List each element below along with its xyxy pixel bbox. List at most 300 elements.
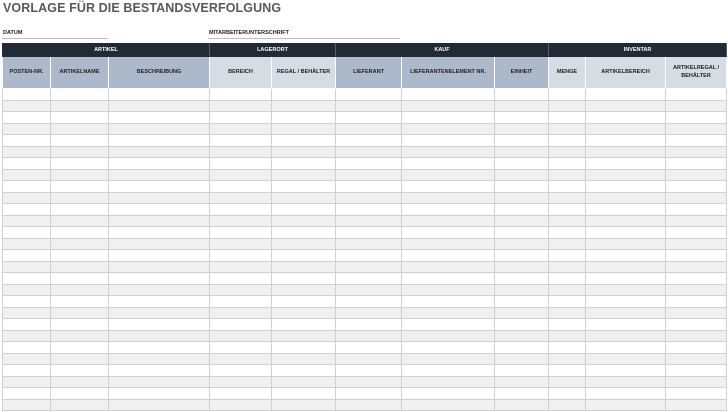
table-cell[interactable] bbox=[495, 227, 549, 239]
table-cell[interactable] bbox=[336, 273, 402, 285]
table-cell[interactable] bbox=[495, 192, 549, 204]
table-cell[interactable] bbox=[210, 215, 272, 227]
table-cell[interactable] bbox=[402, 204, 495, 216]
table-cell[interactable] bbox=[210, 89, 272, 101]
table-cell[interactable] bbox=[3, 284, 51, 296]
table-cell[interactable] bbox=[402, 330, 495, 342]
table-cell[interactable] bbox=[666, 135, 727, 147]
table-cell[interactable] bbox=[3, 376, 51, 388]
date-field-line[interactable] bbox=[2, 38, 108, 39]
table-cell[interactable] bbox=[495, 100, 549, 112]
table-cell[interactable] bbox=[336, 376, 402, 388]
table-cell[interactable] bbox=[495, 296, 549, 308]
table-cell[interactable] bbox=[402, 192, 495, 204]
table-cell[interactable] bbox=[336, 342, 402, 354]
table-cell[interactable] bbox=[666, 146, 727, 158]
table-cell[interactable] bbox=[210, 330, 272, 342]
table-cell[interactable] bbox=[3, 365, 51, 377]
table-cell[interactable] bbox=[549, 181, 586, 193]
table-cell[interactable] bbox=[549, 273, 586, 285]
table-cell[interactable] bbox=[272, 215, 336, 227]
table-cell[interactable] bbox=[666, 227, 727, 239]
table-cell[interactable] bbox=[3, 353, 51, 365]
table-cell[interactable] bbox=[210, 365, 272, 377]
table-cell[interactable] bbox=[51, 123, 109, 135]
table-cell[interactable] bbox=[3, 112, 51, 124]
table-cell[interactable] bbox=[549, 342, 586, 354]
table-cell[interactable] bbox=[210, 319, 272, 331]
table-cell[interactable] bbox=[51, 100, 109, 112]
table-cell[interactable] bbox=[51, 215, 109, 227]
table-cell[interactable] bbox=[336, 388, 402, 400]
table-cell[interactable] bbox=[51, 399, 109, 411]
table-cell[interactable] bbox=[3, 238, 51, 250]
table-cell[interactable] bbox=[549, 135, 586, 147]
table-cell[interactable] bbox=[336, 123, 402, 135]
table-cell[interactable] bbox=[586, 388, 666, 400]
table-cell[interactable] bbox=[272, 250, 336, 262]
table-cell[interactable] bbox=[549, 388, 586, 400]
table-cell[interactable] bbox=[336, 169, 402, 181]
table-cell[interactable] bbox=[495, 330, 549, 342]
table-cell[interactable] bbox=[210, 181, 272, 193]
table-cell[interactable] bbox=[495, 376, 549, 388]
table-cell[interactable] bbox=[109, 296, 210, 308]
table-cell[interactable] bbox=[549, 158, 586, 170]
table-cell[interactable] bbox=[51, 319, 109, 331]
table-cell[interactable] bbox=[666, 388, 727, 400]
table-cell[interactable] bbox=[51, 169, 109, 181]
table-cell[interactable] bbox=[586, 146, 666, 158]
table-cell[interactable] bbox=[109, 261, 210, 273]
table-cell[interactable] bbox=[210, 123, 272, 135]
table-cell[interactable] bbox=[109, 353, 210, 365]
table-cell[interactable] bbox=[210, 227, 272, 239]
table-cell[interactable] bbox=[549, 250, 586, 262]
table-cell[interactable] bbox=[51, 273, 109, 285]
table-cell[interactable] bbox=[495, 273, 549, 285]
table-cell[interactable] bbox=[586, 123, 666, 135]
table-cell[interactable] bbox=[495, 89, 549, 101]
table-cell[interactable] bbox=[666, 261, 727, 273]
table-cell[interactable] bbox=[586, 296, 666, 308]
table-cell[interactable] bbox=[402, 307, 495, 319]
table-cell[interactable] bbox=[549, 307, 586, 319]
table-cell[interactable] bbox=[586, 399, 666, 411]
table-cell[interactable] bbox=[3, 192, 51, 204]
table-cell[interactable] bbox=[336, 319, 402, 331]
table-cell[interactable] bbox=[495, 169, 549, 181]
table-cell[interactable] bbox=[3, 146, 51, 158]
table-cell[interactable] bbox=[272, 296, 336, 308]
table-cell[interactable] bbox=[402, 169, 495, 181]
table-cell[interactable] bbox=[336, 158, 402, 170]
table-cell[interactable] bbox=[495, 238, 549, 250]
table-cell[interactable] bbox=[549, 169, 586, 181]
table-cell[interactable] bbox=[402, 319, 495, 331]
table-cell[interactable] bbox=[272, 284, 336, 296]
table-cell[interactable] bbox=[210, 146, 272, 158]
table-cell[interactable] bbox=[666, 250, 727, 262]
table-cell[interactable] bbox=[272, 158, 336, 170]
table-cell[interactable] bbox=[3, 342, 51, 354]
table-cell[interactable] bbox=[666, 112, 727, 124]
table-cell[interactable] bbox=[210, 169, 272, 181]
table-cell[interactable] bbox=[3, 273, 51, 285]
table-cell[interactable] bbox=[51, 112, 109, 124]
table-cell[interactable] bbox=[51, 250, 109, 262]
table-cell[interactable] bbox=[272, 169, 336, 181]
table-cell[interactable] bbox=[51, 365, 109, 377]
table-cell[interactable] bbox=[402, 273, 495, 285]
table-cell[interactable] bbox=[495, 204, 549, 216]
table-cell[interactable] bbox=[666, 399, 727, 411]
table-cell[interactable] bbox=[336, 261, 402, 273]
table-cell[interactable] bbox=[336, 100, 402, 112]
table-cell[interactable] bbox=[336, 204, 402, 216]
signature-field-line[interactable] bbox=[208, 38, 400, 39]
table-cell[interactable] bbox=[109, 227, 210, 239]
table-cell[interactable] bbox=[549, 238, 586, 250]
table-cell[interactable] bbox=[109, 365, 210, 377]
table-cell[interactable] bbox=[210, 261, 272, 273]
table-cell[interactable] bbox=[3, 330, 51, 342]
table-cell[interactable] bbox=[586, 169, 666, 181]
table-cell[interactable] bbox=[109, 250, 210, 262]
table-cell[interactable] bbox=[402, 296, 495, 308]
table-cell[interactable] bbox=[549, 100, 586, 112]
table-cell[interactable] bbox=[3, 100, 51, 112]
table-cell[interactable] bbox=[109, 169, 210, 181]
table-cell[interactable] bbox=[51, 158, 109, 170]
table-cell[interactable] bbox=[3, 388, 51, 400]
table-cell[interactable] bbox=[210, 388, 272, 400]
table-cell[interactable] bbox=[666, 192, 727, 204]
table-cell[interactable] bbox=[3, 319, 51, 331]
table-cell[interactable] bbox=[210, 204, 272, 216]
table-cell[interactable] bbox=[495, 284, 549, 296]
table-cell[interactable] bbox=[666, 238, 727, 250]
table-cell[interactable] bbox=[402, 376, 495, 388]
table-cell[interactable] bbox=[586, 273, 666, 285]
table-cell[interactable] bbox=[586, 284, 666, 296]
table-cell[interactable] bbox=[51, 261, 109, 273]
table-cell[interactable] bbox=[549, 296, 586, 308]
table-cell[interactable] bbox=[586, 319, 666, 331]
table-cell[interactable] bbox=[272, 227, 336, 239]
table-cell[interactable] bbox=[495, 146, 549, 158]
table-cell[interactable] bbox=[109, 135, 210, 147]
table-cell[interactable] bbox=[272, 353, 336, 365]
table-cell[interactable] bbox=[549, 89, 586, 101]
table-cell[interactable] bbox=[272, 146, 336, 158]
table-cell[interactable] bbox=[586, 330, 666, 342]
table-cell[interactable] bbox=[51, 238, 109, 250]
table-cell[interactable] bbox=[549, 192, 586, 204]
table-cell[interactable] bbox=[210, 399, 272, 411]
table-cell[interactable] bbox=[272, 135, 336, 147]
table-cell[interactable] bbox=[586, 89, 666, 101]
table-cell[interactable] bbox=[51, 89, 109, 101]
table-cell[interactable] bbox=[402, 89, 495, 101]
table-cell[interactable] bbox=[666, 342, 727, 354]
table-cell[interactable] bbox=[109, 192, 210, 204]
table-cell[interactable] bbox=[51, 284, 109, 296]
table-cell[interactable] bbox=[495, 388, 549, 400]
table-cell[interactable] bbox=[666, 273, 727, 285]
table-cell[interactable] bbox=[109, 388, 210, 400]
table-cell[interactable] bbox=[109, 376, 210, 388]
table-cell[interactable] bbox=[336, 296, 402, 308]
table-cell[interactable] bbox=[272, 342, 336, 354]
table-cell[interactable] bbox=[109, 123, 210, 135]
table-cell[interactable] bbox=[210, 250, 272, 262]
table-cell[interactable] bbox=[586, 365, 666, 377]
table-cell[interactable] bbox=[272, 388, 336, 400]
table-cell[interactable] bbox=[549, 261, 586, 273]
table-cell[interactable] bbox=[109, 89, 210, 101]
table-cell[interactable] bbox=[666, 89, 727, 101]
table-cell[interactable] bbox=[402, 250, 495, 262]
table-cell[interactable] bbox=[3, 123, 51, 135]
table-cell[interactable] bbox=[336, 135, 402, 147]
table-cell[interactable] bbox=[495, 342, 549, 354]
table-cell[interactable] bbox=[495, 319, 549, 331]
table-cell[interactable] bbox=[272, 273, 336, 285]
table-cell[interactable] bbox=[549, 330, 586, 342]
table-cell[interactable] bbox=[549, 284, 586, 296]
table-cell[interactable] bbox=[586, 112, 666, 124]
table-cell[interactable] bbox=[666, 330, 727, 342]
table-cell[interactable] bbox=[3, 227, 51, 239]
table-cell[interactable] bbox=[549, 365, 586, 377]
table-cell[interactable] bbox=[109, 284, 210, 296]
table-cell[interactable] bbox=[210, 296, 272, 308]
table-cell[interactable] bbox=[336, 284, 402, 296]
table-cell[interactable] bbox=[549, 146, 586, 158]
table-cell[interactable] bbox=[272, 307, 336, 319]
table-cell[interactable] bbox=[3, 89, 51, 101]
table-cell[interactable] bbox=[586, 376, 666, 388]
table-cell[interactable] bbox=[666, 204, 727, 216]
table-cell[interactable] bbox=[3, 261, 51, 273]
table-cell[interactable] bbox=[666, 158, 727, 170]
table-cell[interactable] bbox=[402, 238, 495, 250]
table-cell[interactable] bbox=[586, 158, 666, 170]
table-cell[interactable] bbox=[586, 307, 666, 319]
table-cell[interactable] bbox=[210, 284, 272, 296]
table-cell[interactable] bbox=[402, 227, 495, 239]
table-cell[interactable] bbox=[272, 365, 336, 377]
table-cell[interactable] bbox=[666, 100, 727, 112]
table-cell[interactable] bbox=[586, 261, 666, 273]
table-cell[interactable] bbox=[495, 123, 549, 135]
table-cell[interactable] bbox=[586, 100, 666, 112]
table-cell[interactable] bbox=[586, 227, 666, 239]
table-cell[interactable] bbox=[109, 238, 210, 250]
table-cell[interactable] bbox=[336, 192, 402, 204]
table-cell[interactable] bbox=[549, 215, 586, 227]
table-cell[interactable] bbox=[495, 399, 549, 411]
table-cell[interactable] bbox=[336, 227, 402, 239]
table-cell[interactable] bbox=[51, 227, 109, 239]
table-cell[interactable] bbox=[549, 204, 586, 216]
table-cell[interactable] bbox=[210, 238, 272, 250]
table-cell[interactable] bbox=[3, 250, 51, 262]
table-cell[interactable] bbox=[402, 123, 495, 135]
table-cell[interactable] bbox=[495, 250, 549, 262]
table-cell[interactable] bbox=[586, 215, 666, 227]
table-cell[interactable] bbox=[109, 158, 210, 170]
table-cell[interactable] bbox=[109, 181, 210, 193]
table-cell[interactable] bbox=[666, 319, 727, 331]
table-cell[interactable] bbox=[586, 250, 666, 262]
table-cell[interactable] bbox=[51, 353, 109, 365]
table-cell[interactable] bbox=[109, 319, 210, 331]
table-cell[interactable] bbox=[495, 261, 549, 273]
table-cell[interactable] bbox=[336, 146, 402, 158]
table-cell[interactable] bbox=[586, 135, 666, 147]
table-cell[interactable] bbox=[402, 365, 495, 377]
table-cell[interactable] bbox=[586, 238, 666, 250]
table-cell[interactable] bbox=[336, 238, 402, 250]
table-cell[interactable] bbox=[666, 284, 727, 296]
table-cell[interactable] bbox=[210, 100, 272, 112]
table-cell[interactable] bbox=[210, 342, 272, 354]
table-cell[interactable] bbox=[586, 342, 666, 354]
table-cell[interactable] bbox=[336, 89, 402, 101]
table-cell[interactable] bbox=[586, 192, 666, 204]
table-cell[interactable] bbox=[272, 204, 336, 216]
table-cell[interactable] bbox=[495, 181, 549, 193]
table-cell[interactable] bbox=[495, 135, 549, 147]
table-cell[interactable] bbox=[3, 215, 51, 227]
table-cell[interactable] bbox=[666, 376, 727, 388]
table-cell[interactable] bbox=[402, 342, 495, 354]
table-cell[interactable] bbox=[549, 123, 586, 135]
table-cell[interactable] bbox=[402, 112, 495, 124]
table-cell[interactable] bbox=[666, 307, 727, 319]
table-cell[interactable] bbox=[666, 169, 727, 181]
table-cell[interactable] bbox=[109, 215, 210, 227]
table-cell[interactable] bbox=[402, 146, 495, 158]
table-cell[interactable] bbox=[402, 158, 495, 170]
table-cell[interactable] bbox=[272, 89, 336, 101]
table-cell[interactable] bbox=[586, 353, 666, 365]
table-cell[interactable] bbox=[51, 376, 109, 388]
table-cell[interactable] bbox=[109, 273, 210, 285]
table-cell[interactable] bbox=[336, 353, 402, 365]
table-cell[interactable] bbox=[272, 123, 336, 135]
table-cell[interactable] bbox=[666, 215, 727, 227]
table-cell[interactable] bbox=[402, 181, 495, 193]
table-cell[interactable] bbox=[51, 342, 109, 354]
table-cell[interactable] bbox=[402, 215, 495, 227]
table-cell[interactable] bbox=[272, 238, 336, 250]
table-cell[interactable] bbox=[3, 169, 51, 181]
table-cell[interactable] bbox=[495, 365, 549, 377]
table-cell[interactable] bbox=[666, 353, 727, 365]
table-cell[interactable] bbox=[272, 330, 336, 342]
table-cell[interactable] bbox=[336, 307, 402, 319]
table-cell[interactable] bbox=[495, 112, 549, 124]
table-cell[interactable] bbox=[3, 307, 51, 319]
table-cell[interactable] bbox=[51, 181, 109, 193]
table-cell[interactable] bbox=[210, 273, 272, 285]
table-cell[interactable] bbox=[109, 399, 210, 411]
table-cell[interactable] bbox=[402, 353, 495, 365]
table-cell[interactable] bbox=[336, 250, 402, 262]
table-cell[interactable] bbox=[3, 399, 51, 411]
table-cell[interactable] bbox=[210, 112, 272, 124]
table-cell[interactable] bbox=[272, 319, 336, 331]
table-cell[interactable] bbox=[586, 204, 666, 216]
table-cell[interactable] bbox=[210, 353, 272, 365]
table-cell[interactable] bbox=[210, 135, 272, 147]
table-cell[interactable] bbox=[210, 192, 272, 204]
table-cell[interactable] bbox=[109, 342, 210, 354]
table-cell[interactable] bbox=[3, 204, 51, 216]
table-cell[interactable] bbox=[51, 307, 109, 319]
table-cell[interactable] bbox=[336, 365, 402, 377]
table-cell[interactable] bbox=[402, 284, 495, 296]
table-cell[interactable] bbox=[272, 112, 336, 124]
table-cell[interactable] bbox=[3, 296, 51, 308]
table-cell[interactable] bbox=[272, 192, 336, 204]
table-cell[interactable] bbox=[51, 330, 109, 342]
table-cell[interactable] bbox=[402, 261, 495, 273]
table-cell[interactable] bbox=[51, 135, 109, 147]
table-cell[interactable] bbox=[666, 181, 727, 193]
table-cell[interactable] bbox=[402, 399, 495, 411]
table-cell[interactable] bbox=[210, 158, 272, 170]
table-cell[interactable] bbox=[495, 215, 549, 227]
table-cell[interactable] bbox=[51, 204, 109, 216]
table-cell[interactable] bbox=[549, 399, 586, 411]
table-cell[interactable] bbox=[3, 158, 51, 170]
table-cell[interactable] bbox=[109, 100, 210, 112]
table-cell[interactable] bbox=[549, 353, 586, 365]
table-cell[interactable] bbox=[402, 388, 495, 400]
table-cell[interactable] bbox=[51, 388, 109, 400]
table-cell[interactable] bbox=[272, 399, 336, 411]
table-cell[interactable] bbox=[272, 181, 336, 193]
table-cell[interactable] bbox=[666, 123, 727, 135]
table-cell[interactable] bbox=[336, 181, 402, 193]
table-cell[interactable] bbox=[109, 330, 210, 342]
table-cell[interactable] bbox=[666, 296, 727, 308]
table-cell[interactable] bbox=[3, 181, 51, 193]
table-cell[interactable] bbox=[586, 181, 666, 193]
table-cell[interactable] bbox=[109, 112, 210, 124]
table-cell[interactable] bbox=[109, 204, 210, 216]
table-cell[interactable] bbox=[3, 135, 51, 147]
table-cell[interactable] bbox=[336, 399, 402, 411]
table-cell[interactable] bbox=[549, 112, 586, 124]
table-cell[interactable] bbox=[51, 192, 109, 204]
table-cell[interactable] bbox=[272, 261, 336, 273]
table-cell[interactable] bbox=[549, 319, 586, 331]
table-cell[interactable] bbox=[51, 146, 109, 158]
table-cell[interactable] bbox=[402, 100, 495, 112]
table-cell[interactable] bbox=[549, 376, 586, 388]
table-cell[interactable] bbox=[51, 296, 109, 308]
table-cell[interactable] bbox=[495, 158, 549, 170]
table-cell[interactable] bbox=[402, 135, 495, 147]
table-cell[interactable] bbox=[549, 227, 586, 239]
table-cell[interactable] bbox=[336, 330, 402, 342]
table-cell[interactable] bbox=[272, 376, 336, 388]
